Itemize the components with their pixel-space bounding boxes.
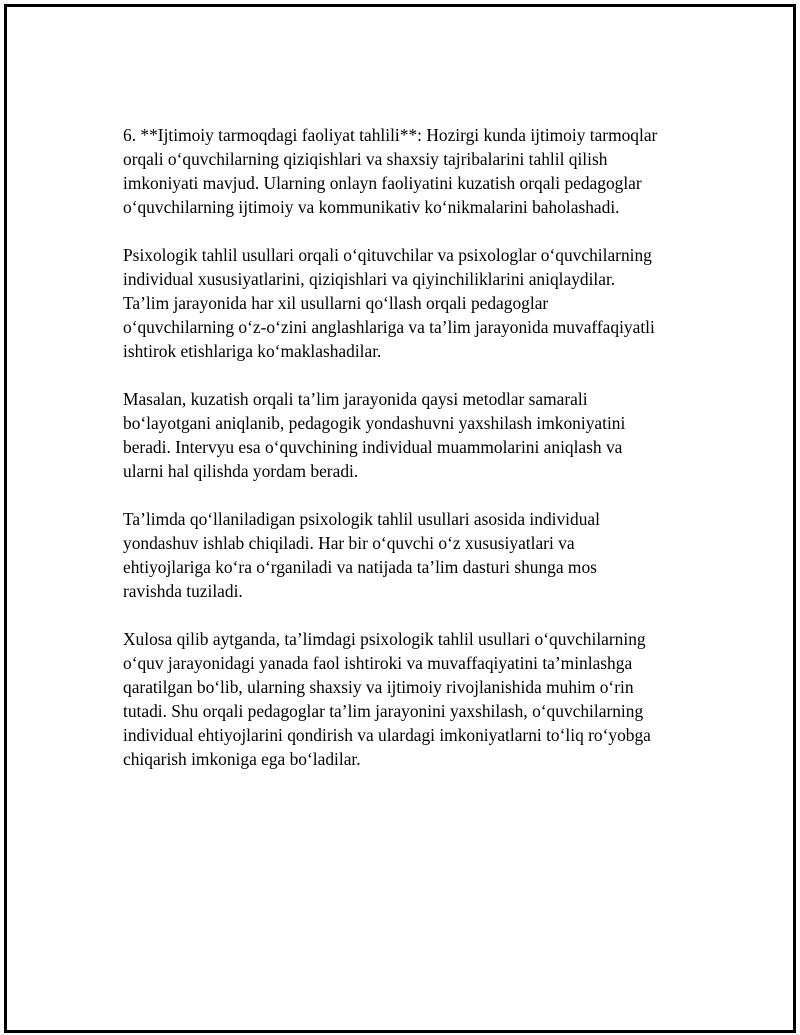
text-line: yondashuv ishlab chiqiladi. Har bir o‘quvchi o‘z xususiyatlari va <box>123 533 575 553</box>
text-line: o‘quvchilarning o‘z-o‘zini anglashlariga va ta’lim jarayonida muvaffaqiyatli <box>123 317 655 337</box>
text-line: qaratilgan bo‘lib, ularning shaxsiy va ijtimoiy rivojlanishida muhim o‘rin <box>123 677 634 697</box>
text-line: ularni hal qilishda yordam beradi. <box>123 461 359 481</box>
text-line: bo‘layotgani aniqlanib, pedagogik yondashuvni yaxshilash imkoniyatini <box>123 413 626 433</box>
paragraph-social-network-analysis <box>123 123 703 219</box>
text-line: Ta’lim jarayonida har xil usullarni qo‘llash orqali pedagoglar <box>123 293 549 313</box>
page-frame <box>4 4 796 1033</box>
text-line: o‘quv jarayonidagi yanada faol ishtiroki va muvaffaqiyatini ta’minlashga <box>123 653 633 673</box>
text-line: tutadi. Shu orqali pedagoglar ta’lim jarayonini yaxshilash, o‘quvchilarning <box>123 701 644 721</box>
text-line: individual xususiyatlarini, qiziqishlari va qiyinchiliklarini aniqlaydilar. <box>123 269 616 289</box>
text-line: individual ehtiyojlarini qondirish va ulardagi imkoniyatlarni to‘liq ro‘yobga <box>123 725 651 745</box>
text-line: 6. **Ijtimoiy tarmoqdagi faoliyat tahlili**: Hozirgi kunda ijtimoiy tarmoqlar <box>123 125 658 145</box>
text-line: ishtirok etishlariga ko‘maklashadilar. <box>123 341 382 361</box>
text-line: beradi. Intervyu esa o‘quvchining individual muammolarini aniqlash va <box>123 437 623 457</box>
text-line: imkoniyati mavjud. Ularning onlayn faoliyatini kuzatish orqali pedagoglar <box>123 173 642 193</box>
text-line: Ta’limda qo‘llaniladigan psixologik tahlil usullari asosida individual <box>123 509 600 529</box>
paragraph-example-observation <box>123 387 703 483</box>
paragraph-psychological-methods <box>123 243 703 363</box>
text-line: Psixologik tahlil usullari orqali o‘qituvchilar va psixologlar o‘quvchilarning <box>123 245 652 265</box>
text-line: Masalan, kuzatish orqali ta’lim jarayonida qaysi metodlar samarali <box>123 389 588 409</box>
document-body <box>123 123 703 795</box>
text-line: ravishda tuziladi. <box>123 581 243 601</box>
text-line: chiqarish imkoniga ega bo‘ladilar. <box>123 749 361 769</box>
text-line: o‘quvchilarning ijtimoiy va kommunikativ ko‘nikmalarini baholashadi. <box>123 197 620 217</box>
text-line: Xulosa qilib aytganda, ta’limdagi psixologik tahlil usullari o‘quvchilarning <box>123 629 646 649</box>
paragraph-conclusion <box>123 627 703 771</box>
paragraph-individual-approach <box>123 507 703 603</box>
text-line: orqali o‘quvchilarning qiziqishlari va shaxsiy tajribalarini tahlil qilish <box>123 149 608 169</box>
text-line: ehtiyojlariga ko‘ra o‘rganiladi va natijada ta’lim dasturi shunga mos <box>123 557 597 577</box>
